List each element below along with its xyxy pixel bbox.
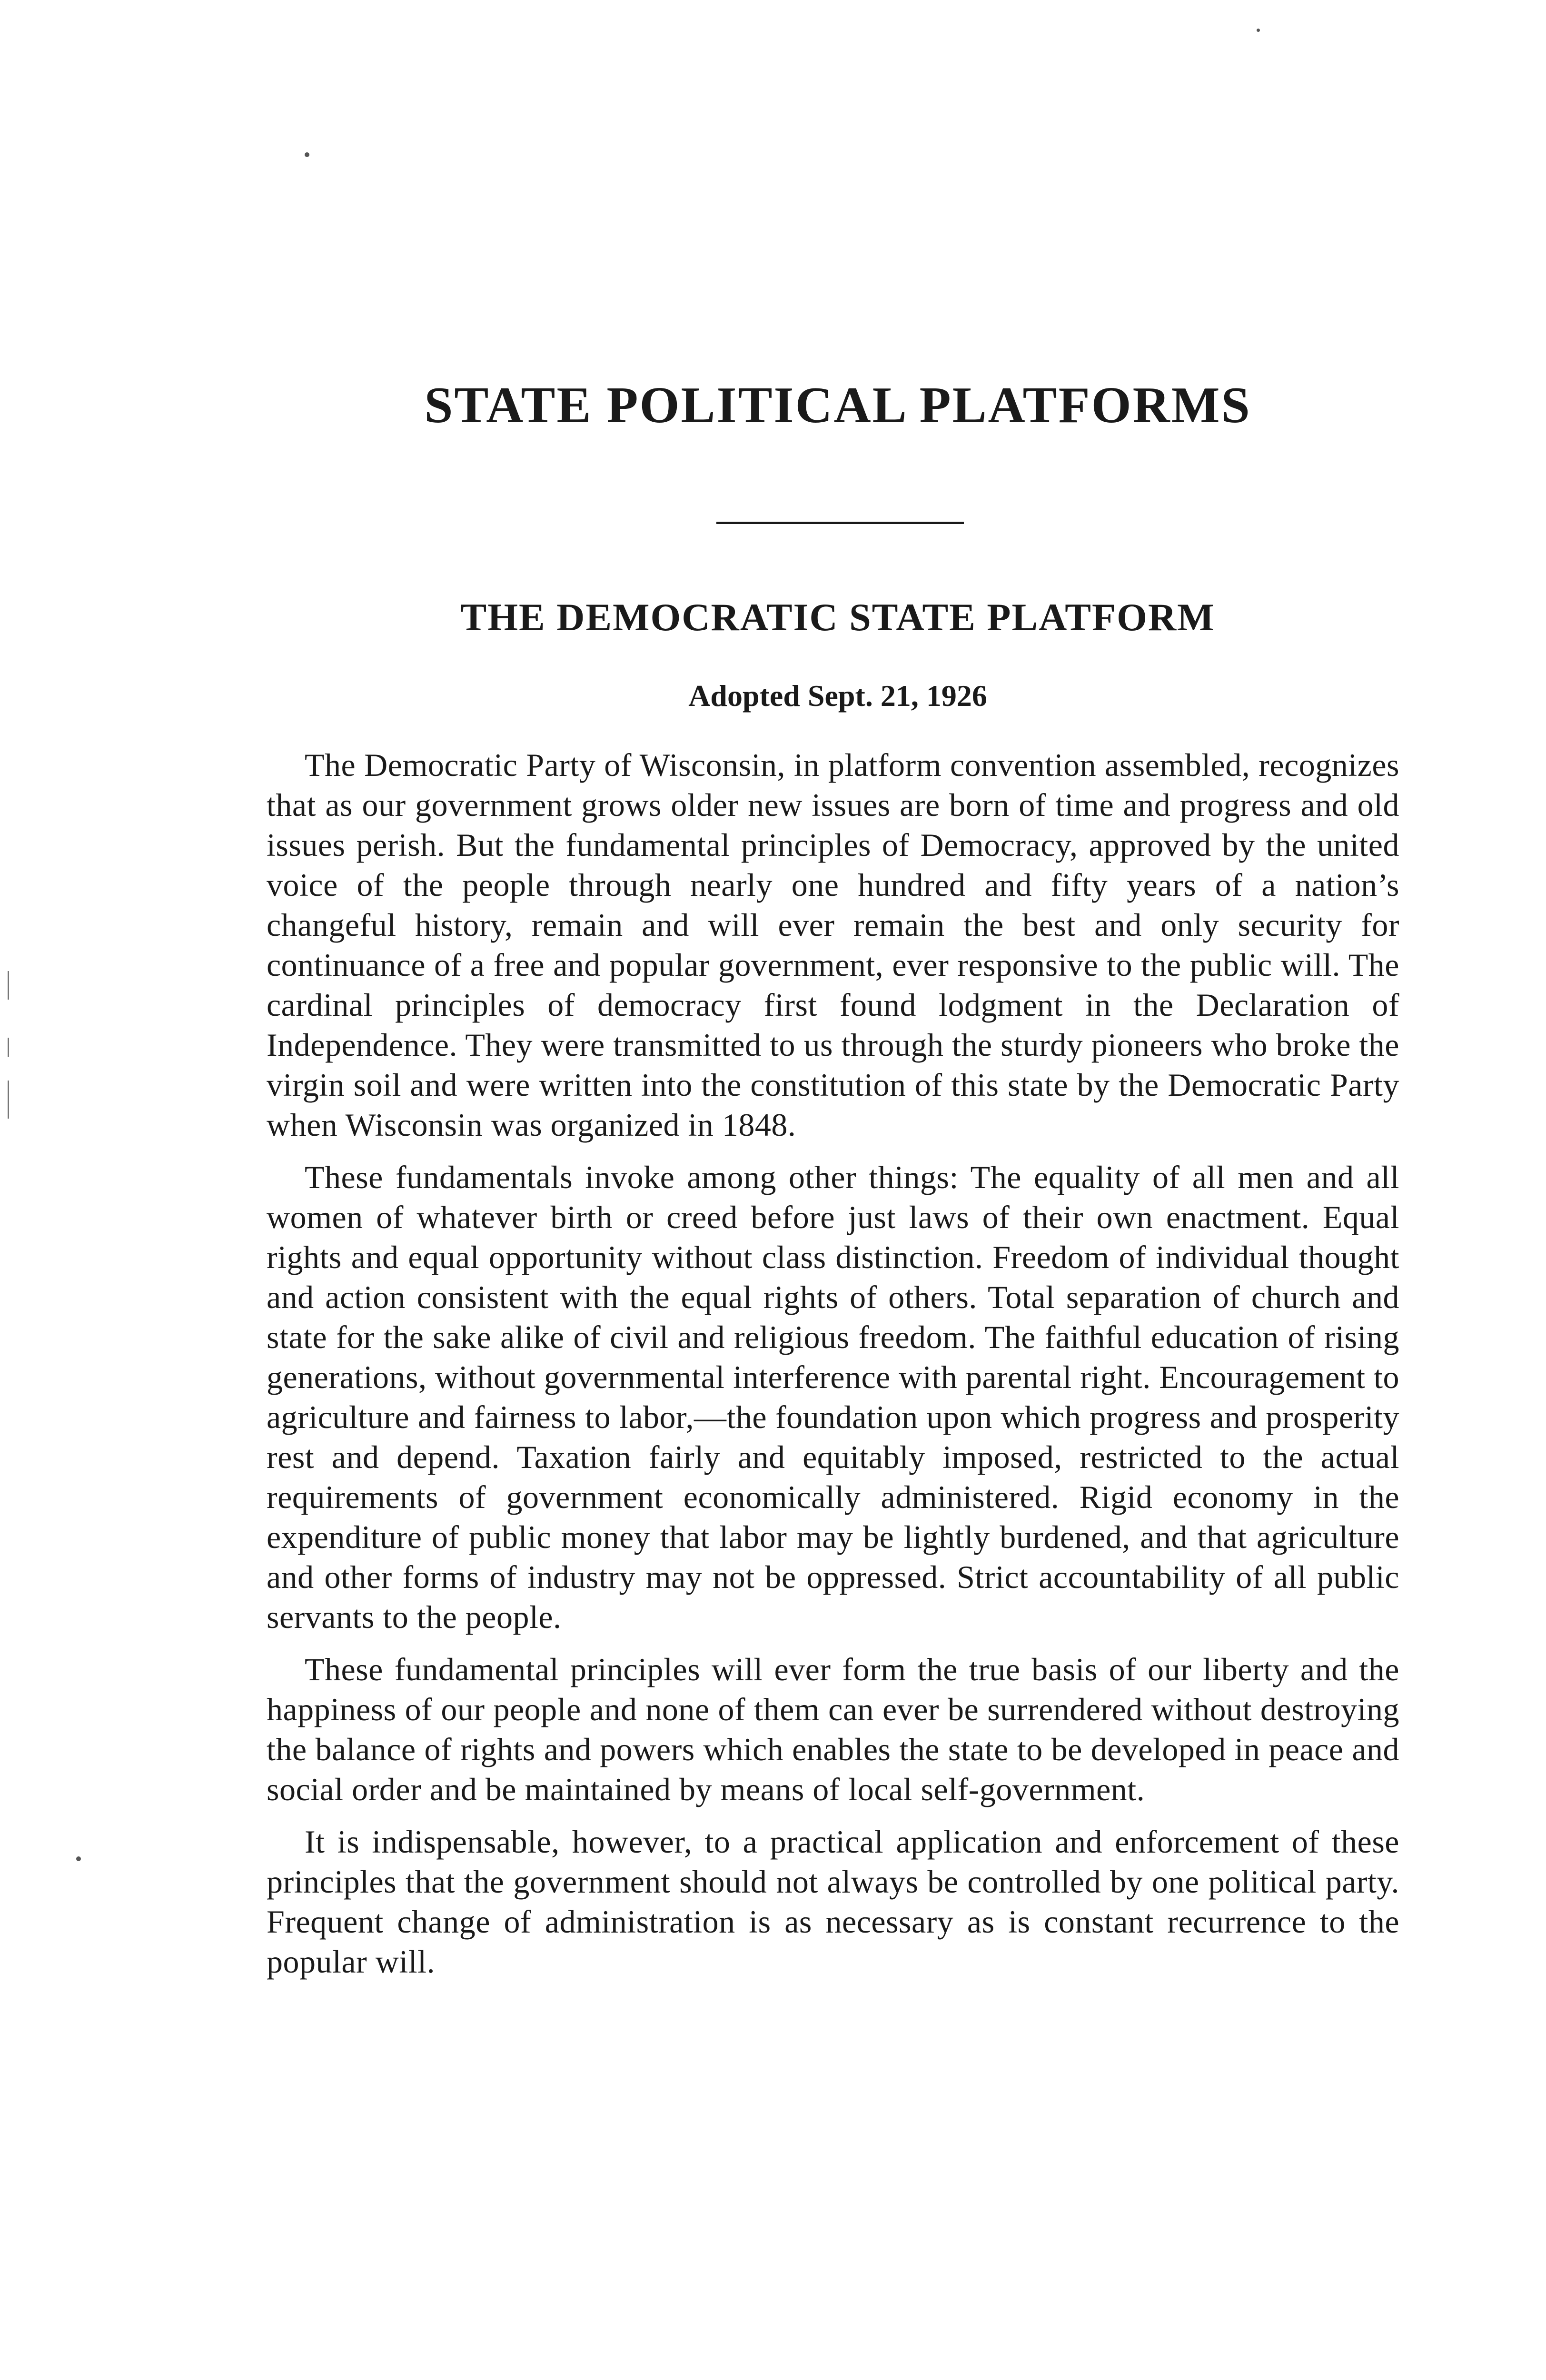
title-divider: [716, 522, 964, 524]
paragraph-3: These fundamental principles will ever form the true basis of our liberty and the happiness of our people and none of them can ever be surrendered without destroying the balance of rights and powers which enables the state to be developed in peace and social order and be maintained by means of local self-government.: [267, 1651, 1399, 1807]
margin-mark: [8, 971, 9, 1000]
paragraph-4: It is indispensable, however, to a practical application and enforcement of these principles that the government should not always be controlled by one political party. Frequent change of administration is as necessary as is constant recurrence to the popular will.: [267, 1824, 1399, 1980]
margin-mark: [8, 1081, 9, 1119]
scan-speck: [1257, 29, 1260, 32]
paragraph-2: These fundamentals invoke among other things: The equality of all men and all women of whatever birth or creed before just laws of their own enactment. Equal rights and equal opportunity without class distinction. Freedom of individual thought and action consistent with the equal rights of others. Total separation of church and state for the sake alike of civil and religious freedom. The faithful education of rising generations, without governmental interference with parental right. Encouragement to agriculture and fairness to labor,—the foundation upon which progress and prosperity rest and depend. Taxation fairly and equitably imposed, restricted to the actual requirements of government economically administered. Rigid economy in the expenditure of public money that labor may be lightly burdened, and that agriculture and other forms of industry may not be oppressed. Strict accountability of all public servants to the people.: [267, 1159, 1399, 1635]
scan-speck: [76, 1856, 81, 1861]
page-title: STATE POLITICAL PLATFORMS: [424, 377, 1251, 434]
platform-body: [267, 745, 1399, 1994]
paragraph-1: The Democratic Party of Wisconsin, in platform convention assembled, recognizes that as our government grows older new issues are born of time and progress and old issues perish. But the fundamental principles of Democracy, approved by the united voice of the people through nearly one hundred and fifty years of a nation’s changeful history, remain and will ever remain the best and only security for continuance of a free and popular government, ever responsive to the public will. The cardinal principles of democracy first found lodgment in the Declaration of Independence. They were transmitted to us through the sturdy pioneers who broke the virgin soil and were written into the constitution of this state by the Democratic Party when Wisconsin was organized in 1848.: [267, 747, 1399, 1143]
margin-mark: [8, 1038, 9, 1057]
scan-speck: [305, 152, 309, 157]
section-title: THE DEMOCRATIC STATE PLATFORM: [460, 595, 1215, 639]
adopted-date: Adopted Sept. 21, 1926: [688, 679, 987, 713]
